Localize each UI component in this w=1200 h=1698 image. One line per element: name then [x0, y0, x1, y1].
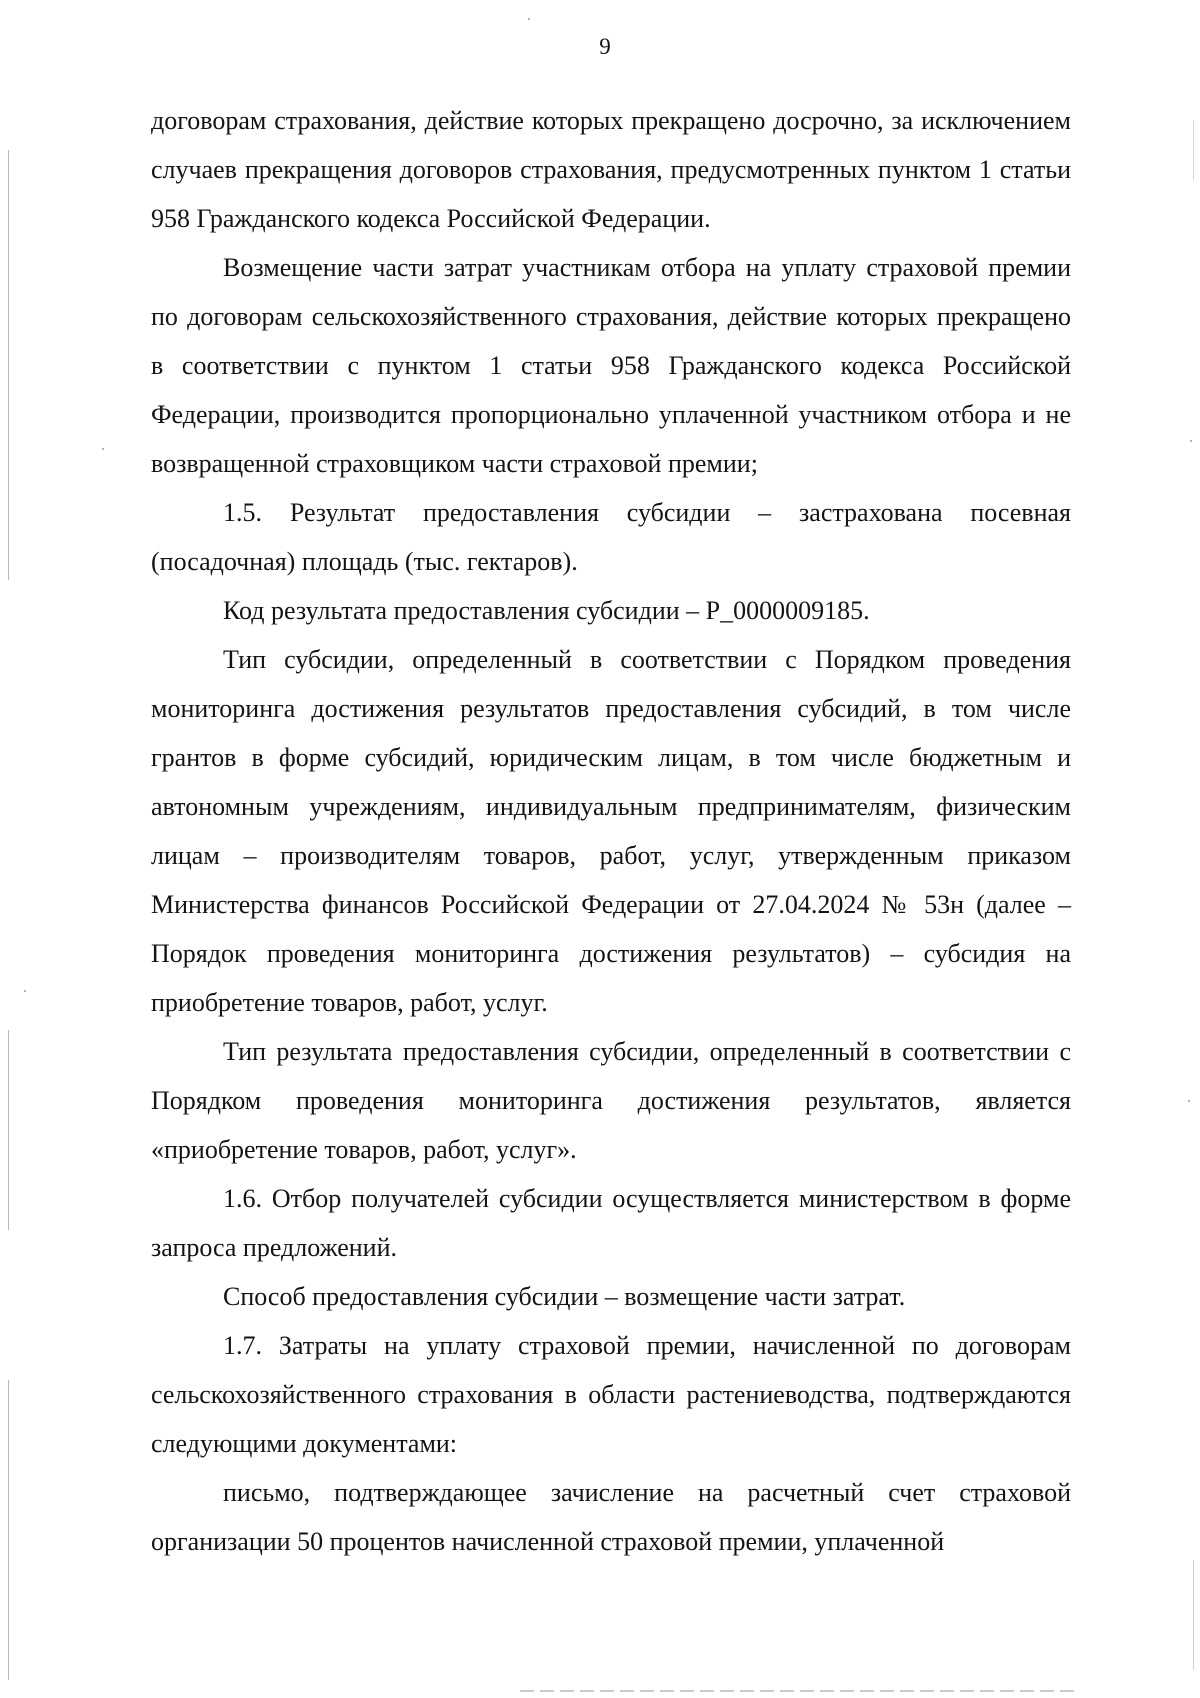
scan-speck: [528, 18, 530, 20]
paragraph-clause-1-5: 1.5. Результат предоставления субсидии – застрахована посевная (посадочная) площадь (тыс. гектаров).: [151, 498, 1071, 576]
scan-bottom-artifact: [520, 1690, 1080, 1692]
paragraph-provision-method: Способ предоставления субсидии – возмещение части затрат.: [223, 1282, 906, 1311]
document-body: [151, 96, 1071, 1566]
paragraph-result-type: Тип результата предоставления субсидии, определенный в соответствии с Порядком проведения мониторинга достижения результатов, является «приобретение товаров, работ, услуг».: [151, 1037, 1071, 1164]
paragraph-subsidy-type: Тип субсидии, определенный в соответствии с Порядком проведения мониторинга достижения результатов предоставления субсидий, в том числе грантов в форме субсидий, юридическим лицам, в том числе бюджетным и автономным учреждениям, индивидуальным предпринимателям, физическим лицам – производителям товаров, работ, услуг, утвержденным приказом Министерства финансов Российской Федерации от 27.04.2024 № 53н (далее – Порядок проведения мониторинга достижения результатов) – субсидия на приобретение товаров, работ, услуг.: [151, 645, 1071, 1017]
paragraph-reimbursement: Возмещение части затрат участникам отбора на уплату страховой премии по договорам сельскохозяйственного страхования, действие которых прекращено в соответствии с пунктом 1 статьи 958 Гражданского кодекса Российской Федерации, производится пропорционально уплаченной участником отбора и не возвращенной страховщиком части страховой премии;: [151, 253, 1071, 478]
paragraph-continuation: договорам страхования, действие которых прекращено досрочно, за исключением случаев прекращения договоров страхования, предусмотренных пунктом 1 статьи 958 Гражданского кодекса Российской Федерации.: [151, 106, 1071, 233]
scan-speck: [1190, 440, 1192, 442]
scan-edge-artifact: [8, 150, 9, 580]
scan-speck: [102, 448, 104, 450]
paragraph-clause-1-6: 1.6. Отбор получателей субсидии осуществляется министерством в форме запроса предложений.: [151, 1184, 1071, 1262]
page-number: 9: [599, 34, 611, 59]
paragraph-clause-1-7: 1.7. Затраты на уплату страховой премии, начисленной по договорам сельскохозяйственного страхования в области растениеводства, подтверждаются следующими документами:: [151, 1331, 1071, 1458]
scan-edge-artifact: [8, 1030, 9, 1230]
scan-speck: [1188, 1100, 1190, 1102]
scan-edge-artifact: [8, 1380, 9, 1680]
scan-speck: [24, 990, 26, 992]
scan-edge-artifact: [1193, 1560, 1194, 1670]
paragraph-result-code: Код результата предоставления субсидии – P_0000009185.: [223, 596, 870, 625]
paragraph-letter: письмо, подтверждающее зачисление на расчетный счет страховой организации 50 процентов начисленной страховой премии, уплаченной: [151, 1478, 1071, 1556]
scan-edge-artifact: [1193, 120, 1194, 180]
